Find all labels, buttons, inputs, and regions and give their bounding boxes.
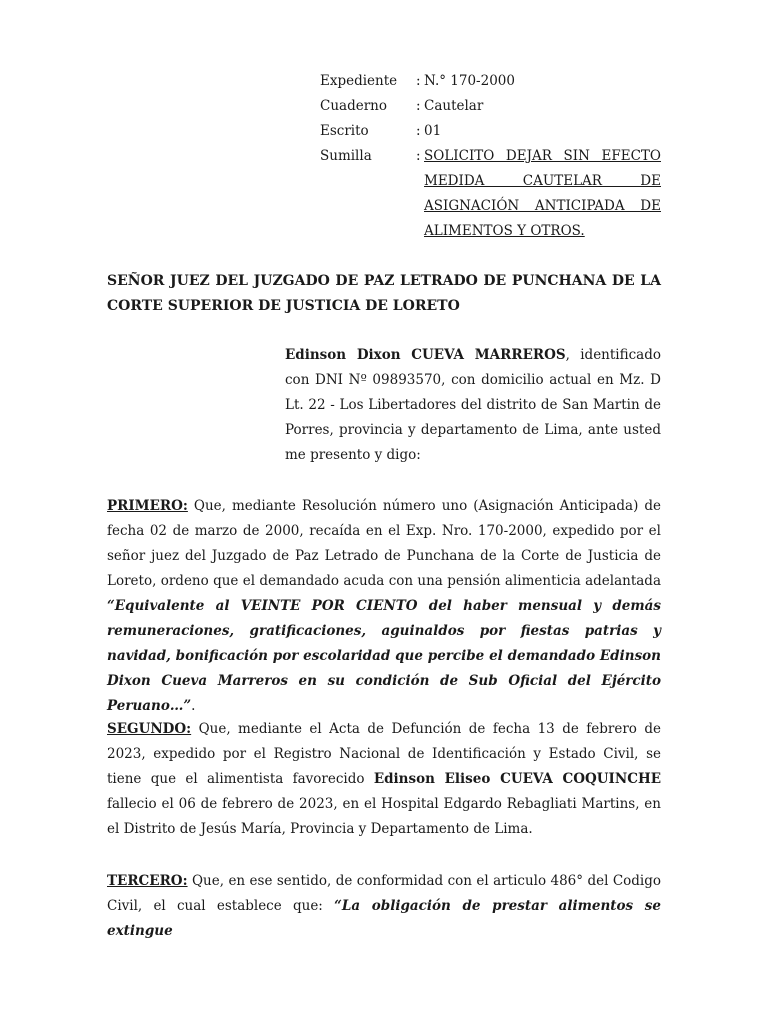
sumilla-line: ASIGNACIÓN ANTICIPADA DE [424,198,661,214]
primero-quote: “Equivalente al VEINTE POR CIENTO del haber mensual y demás remuneraciones, gratificaciones, aguinaldos por fiestas patrias y navidad, bonificación por escolaridad que percibe el demandado Edinson Dixon Cueva Marreros en su condición de Sub Oficial del Ejército Peruano…” [107,598,661,714]
sumilla-line: SOLICITO DEJAR SIN EFECTO [424,148,661,164]
segundo-paragraph [107,717,661,842]
sumilla-label: Sumilla [320,148,372,164]
cuaderno-label: Cuaderno [320,98,387,114]
primero-text: Que, mediante Resolución número uno (Asignación Anticipada) de fecha 02 de marzo de 2000, recaída en el Exp. Nro. 170-2000, expedido por el señor juez del Juzgado de Paz Letrado de Punchana de la Corte de Justicia de Loreto, ordeno que el demandado acuda con una pensión alimenticia adelantada [107,498,661,589]
tercero-paragraph [107,869,661,944]
deceased-name: Edinson Eliseo CUEVA COQUINCHE [373,771,661,787]
tercero-text: Que, en ese sentido, de conformidad con el articulo 486° del Codigo Civil, el cual establece que: [107,873,661,914]
sumilla-line: ALIMENTOS Y OTROS. [424,223,585,239]
expediente-value: N.° 170-2000 [424,73,515,89]
colon: : [416,148,421,164]
case-header [320,69,661,244]
cuaderno-row [320,94,661,119]
escrito-value: 01 [424,123,442,139]
escrito-label: Escrito [320,123,369,139]
petitioner-name: Edinson Dixon CUEVA MARREROS [285,347,566,363]
segundo-text-end: fallecio el 06 de febrero de 2023, en el Hospital Edgardo Rebagliati Martins, en el Distrito de Jesús María, Provincia y Departamento de Lima. [107,796,661,837]
tercero-lead: TERCERO: [107,873,188,889]
primero-lead: PRIMERO: [107,498,188,514]
intro-text: , identificado con DNI Nº 09893570, con domicilio actual en Mz. D Lt. 22 - Los Libertadores del distrito de San Martin de Porres, provincia y departamento de Lima, ante usted me presento y digo: [285,347,662,463]
escrito-row [320,119,661,144]
primero-paragraph [107,494,661,719]
tercero-quote: “La obligación de prestar alimentos se extingue [107,898,661,939]
colon: : [416,98,421,114]
colon: : [416,123,421,139]
expediente-row [320,69,661,94]
expediente-label: Expediente [320,73,398,89]
intro-paragraph [285,343,661,468]
cuaderno-value: Cautelar [424,98,484,114]
addressee-heading: SEÑOR JUEZ DEL JUZGADO DE PAZ LETRADO DE PUNCHANA DE LA CORTE SUPERIOR DE JUSTICIA DE LORETO [107,273,661,314]
segundo-lead: SEGUNDO: [107,721,192,737]
segundo-text: Que, mediante el Acta de Defunción de fecha 13 de febrero de 2023, expedido por el Registro Nacional de Identificación y Estado Civil, se tiene que el alimentista favorecido [107,721,661,787]
sumilla-row [320,144,661,244]
colon: : [416,73,421,89]
sumilla-text [424,144,661,244]
sumilla-line: MEDIDA CAUTELAR DE [424,173,661,189]
primero-end: . [191,698,196,714]
